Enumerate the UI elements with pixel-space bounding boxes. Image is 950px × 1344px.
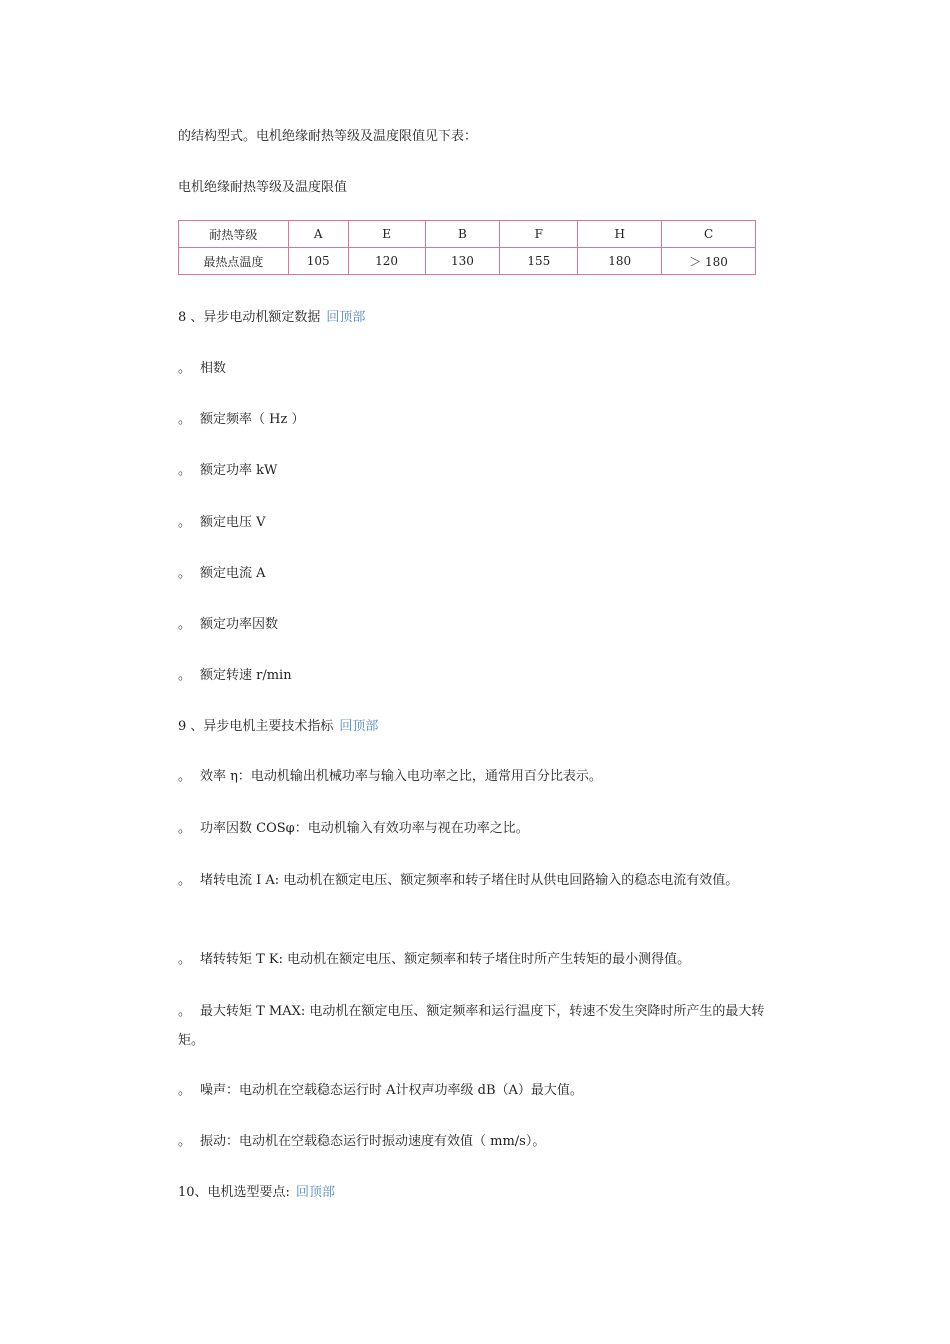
bullet-mark: 。 bbox=[178, 412, 192, 427]
back-to-top-link[interactable]: 回顶部 bbox=[339, 719, 379, 734]
table-cell: 130 bbox=[425, 248, 500, 275]
bullet-mark: 。 bbox=[178, 515, 192, 530]
list-item-text: 额定转速 r/min bbox=[200, 668, 292, 683]
table-cell: ＞ 180 bbox=[662, 248, 756, 275]
section-10-title: 10、电机选型要点: bbox=[178, 1185, 290, 1200]
bullet-mark: 。 bbox=[178, 1083, 192, 1098]
bullet-mark: 。 bbox=[178, 668, 192, 683]
list-item-text: 堵转电流 I A: 电动机在额定电压、额定频率和转子堵住时从供电回路输入的稳态电流有效值。 bbox=[200, 873, 739, 888]
list-item-text: 额定频率（ Hz ） bbox=[200, 412, 305, 427]
section-9-title: 9 、异步电机主要技术指标 bbox=[178, 719, 334, 734]
list-item bbox=[178, 616, 278, 634]
section-10-heading bbox=[178, 1184, 335, 1202]
list-item bbox=[178, 462, 277, 480]
table-cell: B bbox=[425, 221, 500, 248]
list-item-text: 额定电流 A bbox=[200, 566, 266, 581]
list-item bbox=[178, 360, 226, 378]
table-cell: H bbox=[578, 221, 662, 248]
section-9-heading bbox=[178, 718, 378, 736]
list-item-text: 功率因数 COSφ：电动机输入有效功率与视在功率之比。 bbox=[200, 821, 529, 836]
list-item-text: 额定电压 V bbox=[200, 515, 266, 530]
table-cell: 120 bbox=[348, 248, 425, 275]
bullet-mark: 。 bbox=[178, 821, 192, 836]
list-item bbox=[178, 565, 266, 583]
list-item bbox=[178, 866, 770, 895]
back-to-top-link[interactable]: 回顶部 bbox=[326, 310, 366, 325]
table-cell: C bbox=[662, 221, 756, 248]
list-item bbox=[178, 667, 292, 685]
table-cell: 耐热等级 bbox=[179, 221, 289, 248]
table-cell: 105 bbox=[288, 248, 348, 275]
list-item bbox=[178, 411, 304, 429]
list-item bbox=[178, 997, 770, 1055]
list-item-text: 额定功率 kW bbox=[200, 463, 278, 478]
list-item bbox=[178, 1133, 545, 1151]
table-cell: 180 bbox=[578, 248, 662, 275]
bullet-mark: 。 bbox=[178, 361, 192, 376]
list-item-text: 噪声：电动机在空载稳态运行时 A计权声功率级 dB（A）最大值。 bbox=[200, 1083, 583, 1098]
bullet-mark: 。 bbox=[178, 952, 192, 967]
list-item-text: 堵转转矩 T K: 电动机在额定电压、额定频率和转子堵住时所产生转矩的最小测得值。 bbox=[200, 952, 691, 967]
bullet-mark: 。 bbox=[178, 566, 192, 581]
bullet-mark: 。 bbox=[178, 769, 192, 784]
list-item bbox=[178, 1082, 583, 1100]
list-item bbox=[178, 951, 690, 969]
list-item-text: 相数 bbox=[200, 361, 227, 376]
table-cell: E bbox=[348, 221, 425, 248]
intro-text: 的结构型式。电机绝缘耐热等级及温度限值见下表： bbox=[178, 129, 478, 144]
back-to-top-link[interactable]: 回顶部 bbox=[295, 1185, 335, 1200]
list-item-text: 额定功率因数 bbox=[200, 617, 279, 632]
list-item-text: 振动：电动机在空载稳态运行时振动速度有效值（ mm/s）。 bbox=[200, 1134, 546, 1149]
bullet-mark: 。 bbox=[178, 1134, 192, 1149]
bullet-mark: 。 bbox=[178, 873, 192, 888]
list-item-text: 效率 η：电动机输出机械功率与输入电功率之比，通常用百分比表示。 bbox=[200, 769, 602, 784]
table-cell: 最热点温度 bbox=[179, 248, 289, 275]
list-item bbox=[178, 768, 602, 786]
section-8-heading bbox=[178, 309, 365, 327]
table-row bbox=[179, 221, 756, 248]
table-row bbox=[179, 248, 756, 275]
bullet-mark: 。 bbox=[178, 463, 192, 478]
insulation-class-table bbox=[178, 220, 756, 275]
list-item-text: 最大转矩 T MAX: 电动机在额定电压、额定频率和运行温度下，转速不发生突降时所产生的最大转矩。 bbox=[178, 1004, 765, 1048]
bullet-mark: 。 bbox=[178, 617, 192, 632]
table-cell: F bbox=[500, 221, 578, 248]
list-item bbox=[178, 514, 266, 532]
table-cell: A bbox=[288, 221, 348, 248]
bullet-mark: 。 bbox=[178, 1004, 192, 1019]
table-cell: 155 bbox=[500, 248, 578, 275]
list-item bbox=[178, 820, 529, 838]
table-title: 电机绝缘耐热等级及温度限值 bbox=[178, 180, 348, 195]
section-8-title: 8 、异步电动机额定数据 bbox=[178, 310, 321, 325]
